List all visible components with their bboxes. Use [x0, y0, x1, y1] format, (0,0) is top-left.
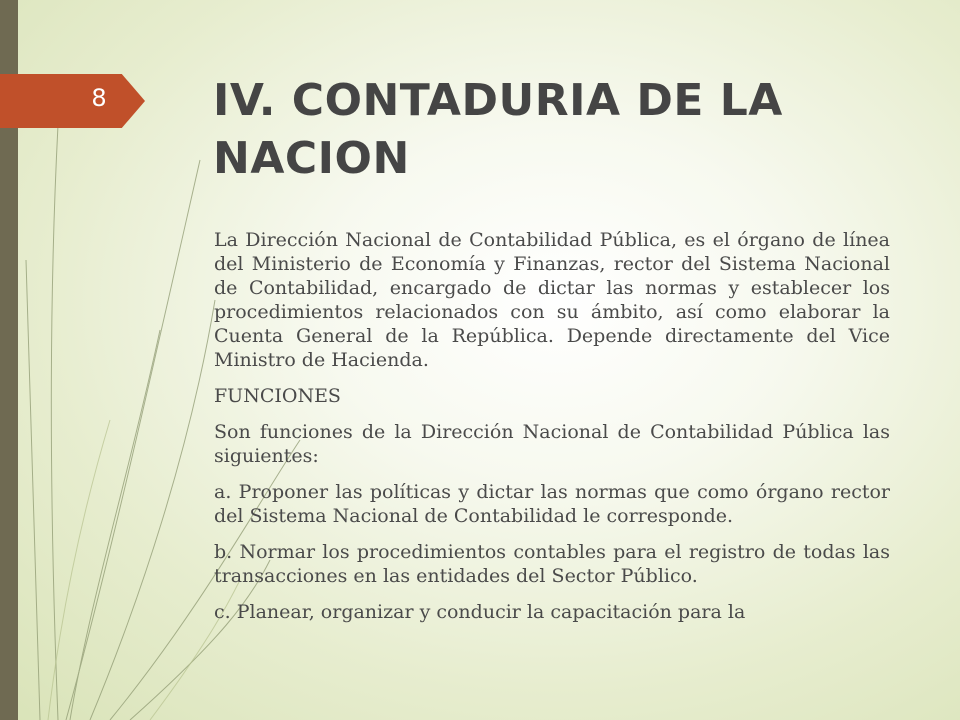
slide-body: [214, 228, 890, 636]
paragraph-functions-intro: Son funciones de la Dirección Nacional de Contabilidad Pública las siguientes:: [214, 421, 890, 467]
slide-title: IV. CONTADURIA DE LA NACION: [213, 75, 783, 184]
paragraph-function-b: b. Normar los procedimientos contables para el registro de todas las transacciones en las entidades del Sector Público.: [214, 541, 890, 587]
paragraph-function-a: a. Proponer las políticas y dictar las normas que como órgano rector del Sistema Nacional de Contabilidad le corresponde.: [214, 481, 890, 527]
slide-number-badge: [0, 74, 145, 128]
paragraph-heading-funciones: FUNCIONES: [214, 385, 341, 407]
paragraph-function-c: c. Planear, organizar y conducir la capacitación para la: [214, 601, 746, 623]
slide-number: 8: [91, 84, 107, 112]
paragraph-intro: La Dirección Nacional de Contabilidad Pública, es el órgano de línea del Ministerio de Economía y Finanzas, rector del Sistema Nacional de Contabilidad, encargado de dictar las normas y establecer los procedimientos relacionados con su ámbito, así como elaborar la Cuenta General de la República. Depende directamente del Vice Ministro de Hacienda.: [214, 229, 890, 371]
